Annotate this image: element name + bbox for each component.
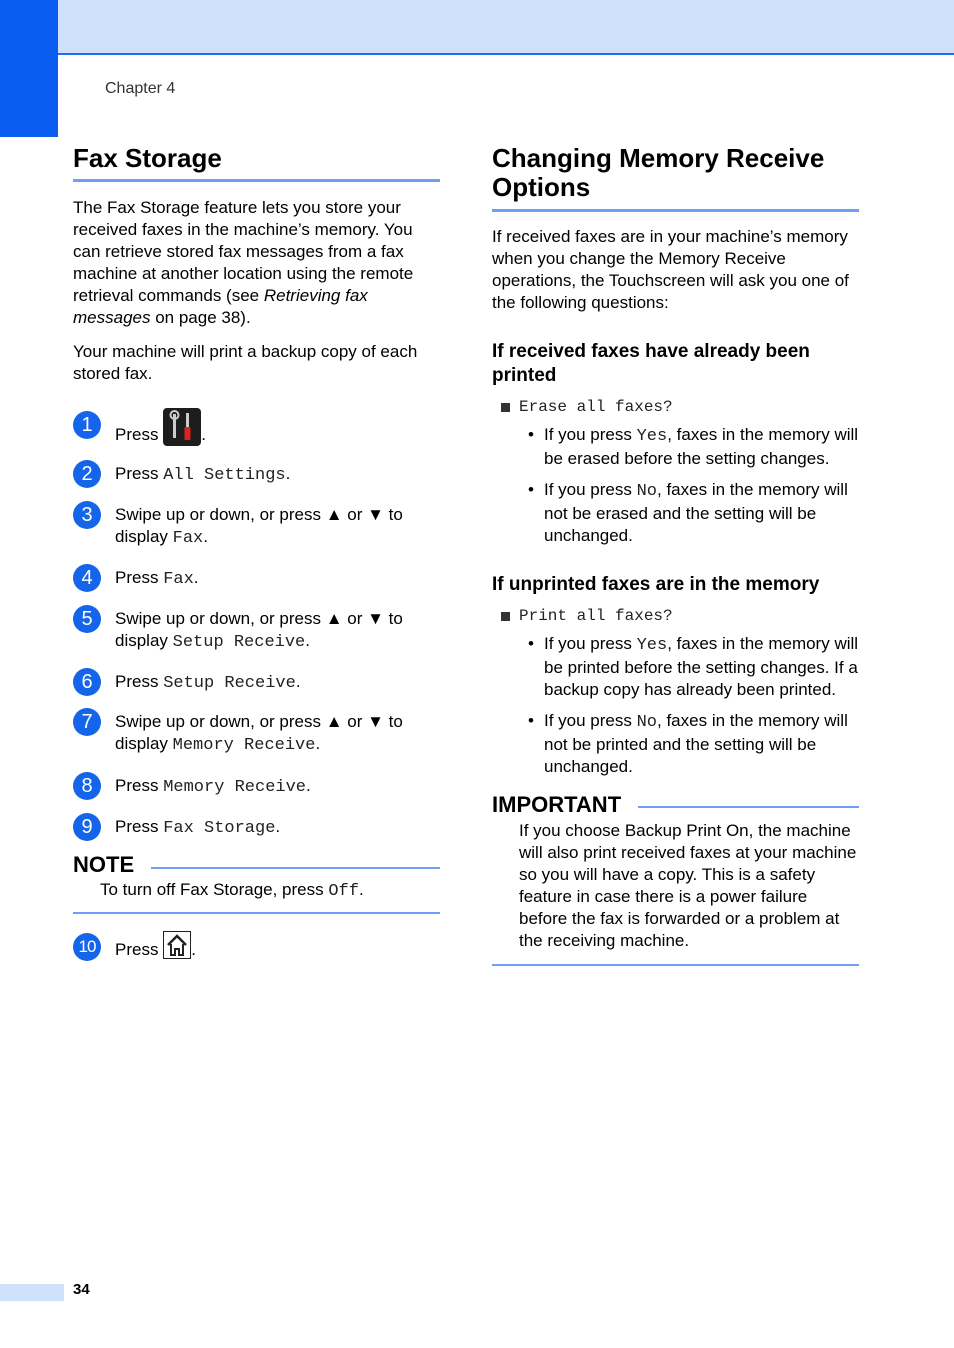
- step-text-end: .: [285, 464, 291, 483]
- step-text: Swipe up or down, or press ▲ or ▼ to display: [115, 609, 403, 650]
- option-item: [492, 398, 859, 416]
- subheading-unprinted: If unprinted faxes are in the memory: [492, 574, 820, 595]
- square-bullet-icon: [501, 612, 510, 621]
- cross-reference-link[interactable]: Retrieving fax messages: [73, 286, 368, 327]
- step-4: [73, 567, 440, 591]
- section-title-memory-receive: Changing Memory Receive Options: [492, 144, 859, 212]
- step-10: [73, 931, 440, 959]
- step-number: 3: [73, 501, 101, 529]
- bullet-text-end: , faxes in the memory will not be printed and the setting will be unchanged.: [544, 711, 848, 776]
- header-band: [0, 0, 954, 55]
- bullet-item: [492, 633, 859, 701]
- bullet-item: [492, 479, 859, 547]
- step-text-end: .: [193, 568, 199, 587]
- home-icon: [163, 931, 191, 959]
- intro-paragraph-1: [73, 197, 440, 329]
- menu-option: Yes: [636, 427, 668, 446]
- note-bottom-rule: [73, 912, 440, 914]
- bullet-item: [492, 710, 859, 778]
- step-number: 9: [73, 813, 101, 841]
- bullet-text: If you press: [544, 425, 637, 444]
- bullet-text: If you press: [544, 634, 637, 653]
- menu-option: Memory Receive: [163, 778, 307, 797]
- important-text: If you choose Backup Print On, the machine will also print received faxes at your machine so you will have a copy. This is a safety feature in case there is a power failure before the fax is forwarded or a problem at the receiving machine.: [492, 818, 859, 966]
- chapter-label: Chapter 4: [105, 80, 176, 97]
- menu-option: Fax: [172, 529, 204, 548]
- note-text-start: To turn off Fax Storage, press: [100, 880, 329, 899]
- step-text: Swipe up or down, or press ▲ or ▼ to display: [115, 505, 403, 546]
- settings-tools-icon: [163, 408, 201, 446]
- step-text-end: .: [306, 776, 311, 795]
- step-text-end: .: [315, 734, 321, 753]
- step-1: [73, 408, 440, 446]
- step-9: [73, 816, 440, 840]
- bullet-dot-icon: •: [528, 425, 534, 444]
- step-text: Press: [115, 672, 164, 691]
- bullet-text: If you press: [544, 480, 637, 499]
- step-number: 7: [73, 708, 101, 736]
- menu-option: Yes: [636, 636, 668, 655]
- note-rule: [151, 867, 440, 869]
- menu-option: Setup Receive: [172, 633, 306, 652]
- intro-paragraph-2: Your machine will print a backup copy of each stored fax.: [73, 342, 418, 383]
- bullet-dot-icon: •: [528, 634, 534, 653]
- important-heading: IMPORTANT: [492, 792, 622, 817]
- right-column: [492, 144, 859, 966]
- right-intro-paragraph: If received faxes are in your machine’s memory when you change the Memory Receive operations, the Touchscreen will ask you one of the following questions:: [492, 227, 849, 312]
- step-text: Press: [115, 568, 164, 587]
- bullet-text-end: , faxes in the memory will not be erased and the setting will be unchanged.: [544, 480, 848, 545]
- step-8: [73, 775, 440, 799]
- step-number: 8: [73, 772, 101, 800]
- subheading-printed: If received faxes have already been printed: [492, 341, 810, 386]
- bullet-item: [492, 424, 859, 470]
- step-7: [73, 711, 440, 757]
- menu-option: No: [636, 713, 658, 732]
- menu-option: Off: [328, 882, 359, 901]
- important-rule: [638, 806, 859, 808]
- option-text: Erase all faxes?: [519, 398, 673, 416]
- menu-option: All Settings: [163, 466, 286, 485]
- step-number: 6: [73, 668, 101, 696]
- note-box: [73, 852, 440, 908]
- bullet-text-end: , faxes in the memory will be printed before the setting changes. If a backup copy has already been printed.: [544, 634, 859, 699]
- step-text-end: .: [275, 817, 281, 836]
- step-number: 10: [73, 933, 101, 961]
- page-number: 34: [73, 1281, 90, 1298]
- step-number: 4: [73, 564, 101, 592]
- step-text-end: .: [203, 527, 208, 546]
- step-text: Press: [115, 464, 164, 483]
- step-text: Press: [115, 940, 164, 960]
- intro-text-end: on page 38).: [150, 308, 251, 327]
- step-text: Press: [115, 425, 164, 445]
- menu-option: No: [636, 482, 658, 501]
- footer-band: [0, 1284, 64, 1301]
- option-text: Print all faxes?: [519, 607, 673, 625]
- step-number: 2: [73, 460, 101, 488]
- step-text-end: .: [191, 940, 196, 960]
- step-number: 1: [73, 411, 101, 439]
- bullet-dot-icon: •: [528, 480, 534, 499]
- bullet-dot-icon: •: [528, 711, 534, 730]
- note-text-end: .: [358, 880, 364, 899]
- note-text: [100, 880, 364, 901]
- menu-option: Memory Receive: [172, 736, 316, 755]
- step-text-end: .: [295, 672, 301, 691]
- important-box: [492, 792, 859, 966]
- option-item: [492, 607, 859, 625]
- step-3: [73, 504, 440, 550]
- menu-option: Setup Receive: [163, 674, 296, 693]
- left-column: [73, 143, 440, 960]
- bullet-text: If you press: [544, 711, 637, 730]
- step-5: [73, 608, 440, 654]
- chapter-tab: [0, 0, 58, 137]
- step-text-end: .: [201, 425, 206, 445]
- menu-option: Fax Storage: [163, 819, 276, 838]
- square-bullet-icon: [501, 403, 510, 412]
- note-heading: NOTE: [73, 852, 135, 877]
- menu-option: Fax: [163, 570, 194, 589]
- step-6: [73, 671, 440, 695]
- step-text: Press: [115, 776, 164, 795]
- section-title-fax-storage: Fax Storage: [73, 144, 440, 182]
- step-text: Press: [115, 817, 164, 836]
- bullet-text-end: , faxes in the memory will be erased before the setting changes.: [544, 425, 859, 468]
- step-2: [73, 463, 440, 487]
- step-text-end: .: [305, 631, 310, 650]
- step-number: 5: [73, 605, 101, 633]
- intro-text: The Fax Storage feature lets you store your received faxes in the machine’s memory. You can retrieve stored fax messages from a fax machine at another location using the remote retrieval commands (see: [73, 198, 414, 305]
- step-text: Swipe up or down, or press ▲ or ▼ to display: [115, 712, 403, 753]
